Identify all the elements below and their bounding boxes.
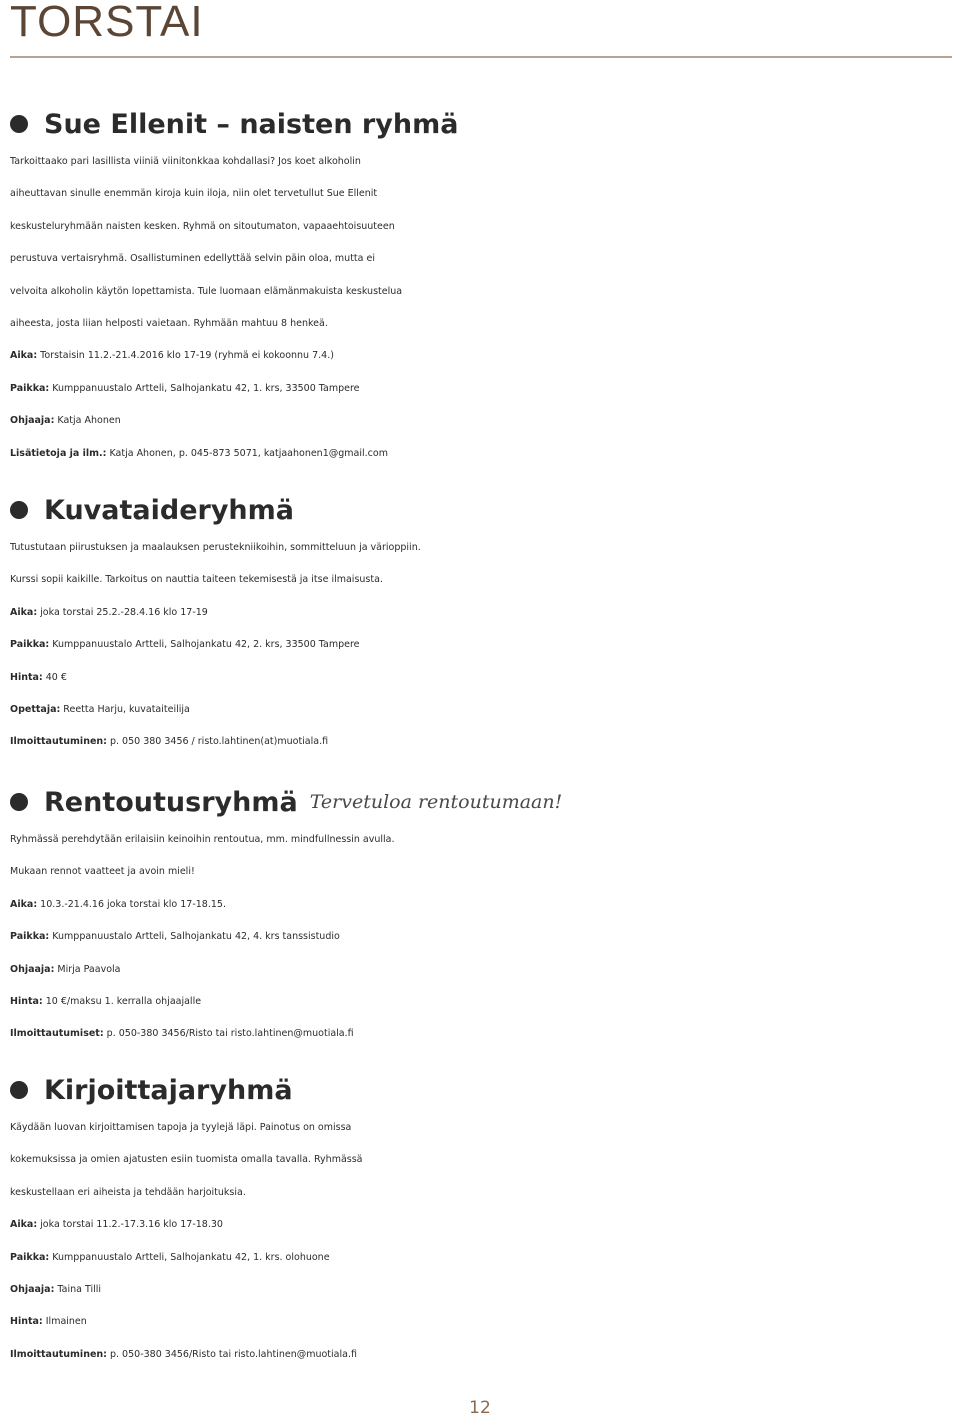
- bullet-icon: [10, 501, 28, 519]
- info-time: [10, 340, 952, 372]
- section-info: [10, 889, 952, 1051]
- info-time: [10, 1209, 952, 1241]
- info-price: [10, 662, 952, 694]
- section-info: [10, 597, 952, 759]
- section-heading-row: [10, 102, 952, 146]
- section-heading-row: [10, 488, 952, 532]
- info-place: [10, 629, 952, 661]
- bullet-icon: [10, 1081, 28, 1099]
- description-line: aiheuttavan sinulle enemmän kiroja kuin iloja, niin olet tervetullut Sue Ellenit: [10, 188, 378, 200]
- info-registration: [10, 1018, 952, 1050]
- info-label: Ilmoittautuminen:: [10, 1348, 107, 1360]
- section-heading: Rentoutusryhmä: [44, 786, 298, 818]
- section-description: [10, 1112, 952, 1209]
- info-value: joka torstai 11.2.-17.3.16 klo 17-18.30: [37, 1219, 223, 1231]
- info-value: Kumppanuustalo Artteli, Salhojankatu 42, 1. krs, 33500 Tampere: [49, 382, 360, 394]
- info-time: [10, 597, 952, 629]
- info-label: Ohjaaja:: [10, 415, 55, 427]
- section-heading: Kirjoittajaryhmä: [44, 1074, 293, 1106]
- description-line: keskusteluryhmään naisten kesken. Ryhmä on sitoutumaton, vapaaehtoisuuteen: [10, 220, 395, 232]
- section-heading: Kuvataideryhmä: [44, 494, 295, 526]
- description-line: keskustellaan eri aiheista ja tehdään harjoituksia.: [10, 1186, 246, 1198]
- info-value: p. 050-380 3456/Risto tai risto.lahtinen@muotiala.fi: [103, 1028, 354, 1040]
- info-label: Ilmoittautumiset:: [10, 1028, 104, 1040]
- page-number: 12: [469, 1398, 491, 1418]
- info-value: joka torstai 25.2.-28.4.16 klo 17-19: [37, 606, 208, 618]
- info-value: Katja Ahonen: [54, 415, 121, 427]
- info-instructor: [10, 954, 952, 986]
- section-rentoutusryhma: [10, 780, 952, 1051]
- info-time: [10, 889, 952, 921]
- section-sue-ellenit: [10, 102, 952, 470]
- section-description: [10, 824, 952, 889]
- info-registration: [10, 726, 952, 758]
- info-label: Opettaja:: [10, 703, 61, 715]
- bullet-icon: [10, 115, 28, 133]
- info-value: Ilmainen: [42, 1316, 87, 1328]
- info-value: Kumppanuustalo Artteli, Salhojankatu 42, 1. krs. olohuone: [49, 1251, 330, 1263]
- info-label: Aika:: [10, 350, 38, 362]
- info-label: Paikka:: [10, 1251, 50, 1263]
- info-place: [10, 373, 952, 405]
- section-description: [10, 532, 952, 597]
- bullet-icon: [10, 793, 28, 811]
- info-value: Mirja Paavola: [54, 963, 121, 975]
- page-title: TORSTAI: [10, 0, 204, 46]
- info-value: 10.3.-21.4.16 joka torstai klo 17-18.15.: [37, 898, 226, 910]
- page-header: [10, 0, 952, 60]
- info-label: Paikka:: [10, 639, 50, 651]
- description-line: Tutustutaan piirustuksen ja maalauksen perustekniikoihin, sommitteluun ja värioppiin.: [10, 542, 421, 553]
- description-line: Ryhmässä perehdytään erilaisiin keinoihin rentoutua, mm. mindfullnessin avulla.: [10, 834, 395, 845]
- description-line: Tarkoittaako pari lasillista viiniä viinitonkkaa kohdallasi? Jos koet alkoholin: [10, 156, 361, 167]
- info-label: Hinta:: [10, 995, 43, 1007]
- info-label: Paikka:: [10, 382, 50, 394]
- info-price: [10, 986, 952, 1018]
- info-label: Hinta:: [10, 1316, 43, 1328]
- info-label: Aika:: [10, 606, 38, 618]
- info-value: p. 050-380 3456/Risto tai risto.lahtinen@muotiala.fi: [106, 1348, 357, 1360]
- info-place: [10, 921, 952, 953]
- description-line: Kurssi sopii kaikille. Tarkoitus on nauttia taiteen tekemisestä ja itse ilmaisusta.: [10, 574, 383, 586]
- section-kirjoittajaryhma: [10, 1068, 952, 1371]
- description-line: Mukaan rennot vaatteet ja avoin mieli!: [10, 866, 195, 878]
- info-value: Kumppanuustalo Artteli, Salhojankatu 42, 4. krs tanssistudio: [49, 931, 340, 943]
- info-label: Paikka:: [10, 931, 50, 943]
- info-value: Kumppanuustalo Artteli, Salhojankatu 42, 2. krs, 33500 Tampere: [49, 639, 360, 651]
- description-line: velvoita alkoholin käytön lopettamista. Tule luomaan elämänmakuista keskustelua: [10, 285, 403, 297]
- info-value: p. 050 380 3456 / risto.lahtinen(at)muotiala.fi: [106, 736, 329, 748]
- info-label: Ohjaaja:: [10, 963, 55, 975]
- section-kuvataideryhma: [10, 488, 952, 759]
- info-value: Taina Tilli: [54, 1283, 102, 1295]
- info-value: Katja Ahonen, p. 045-873 5071, katjaahonen1@gmail.com: [106, 447, 388, 459]
- section-heading-row: [10, 1068, 952, 1112]
- header-divider: [10, 56, 952, 58]
- info-label: Ohjaaja:: [10, 1283, 55, 1295]
- info-value: 40 €: [42, 671, 67, 683]
- info-value: Reetta Harju, kuvataiteilija: [60, 703, 190, 715]
- section-info: [10, 340, 952, 470]
- info-price: [10, 1306, 952, 1338]
- description-line: perustuva vertaisryhmä. Osallistuminen edellyttää selvin päin oloa, mutta ei: [10, 253, 375, 265]
- info-contact: [10, 438, 952, 470]
- section-heading-row: [10, 780, 952, 824]
- section-tagline: Tervetuloa rentoutumaan!: [309, 791, 563, 813]
- info-instructor: [10, 405, 952, 437]
- info-label: Hinta:: [10, 671, 43, 683]
- section-info: [10, 1209, 952, 1371]
- info-value: 10 €/maksu 1. kerralla ohjaajalle: [42, 995, 202, 1007]
- description-line: aiheesta, josta liian helposti vaietaan. Ryhmään mahtuu 8 henkeä.: [10, 317, 328, 329]
- info-label: Lisätietoja ja ilm.:: [10, 447, 107, 459]
- info-label: Aika:: [10, 898, 38, 910]
- info-label: Ilmoittautuminen:: [10, 736, 107, 748]
- section-heading: Sue Ellenit – naisten ryhmä: [44, 108, 459, 140]
- description-line: kokemuksissa ja omien ajatusten esiin tuomista omalla tavalla. Ryhmässä: [10, 1154, 363, 1166]
- description-line: Käydään luovan kirjoittamisen tapoja ja tyylejä läpi. Painotus on omissa: [10, 1122, 352, 1133]
- info-registration: [10, 1339, 952, 1371]
- info-place: [10, 1242, 952, 1274]
- info-instructor: [10, 1274, 952, 1306]
- info-teacher: [10, 694, 952, 726]
- info-value: Torstaisin 11.2.-21.4.2016 klo 17-19 (ryhmä ei kokoonnu 7.4.): [37, 350, 334, 362]
- section-description: [10, 146, 952, 340]
- info-label: Aika:: [10, 1219, 38, 1231]
